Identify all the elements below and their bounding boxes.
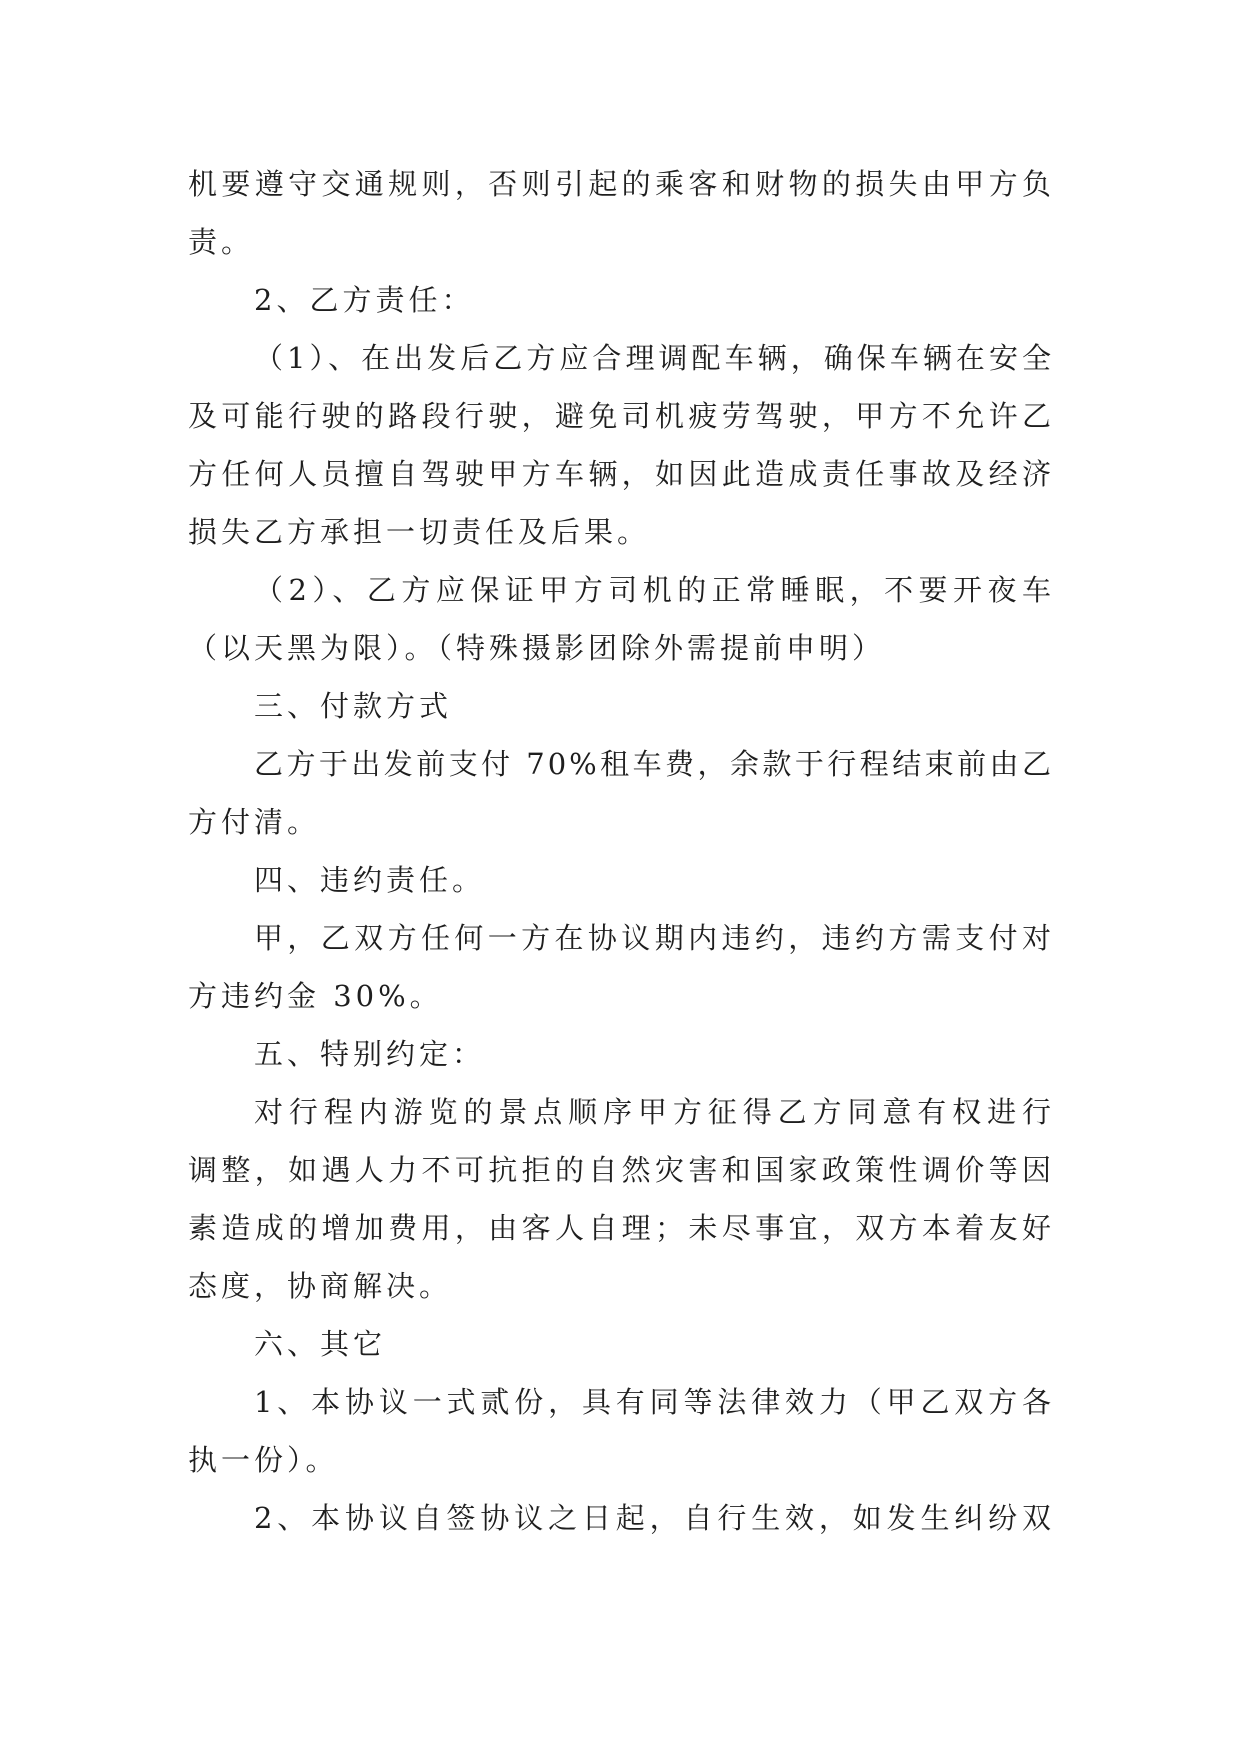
section-heading: 六、其它 xyxy=(254,1327,387,1361)
text-line: （2）、乙方应保证甲方司机的正常睡眠，不要开夜车 xyxy=(254,573,1054,607)
text-line: 素造成的增加费用，由客人自理；未尽事宜，双方本着友好 xyxy=(188,1211,1054,1245)
text-line: 1、本协议一式贰份，具有同等法律效力（甲乙双方各 xyxy=(254,1385,1054,1419)
section-heading: 四、违约责任。 xyxy=(254,863,486,897)
clause-heading: 2、乙方责任： xyxy=(254,283,475,317)
text-line: 责。 xyxy=(188,225,255,259)
text-line: 方付清。 xyxy=(188,805,321,839)
document-body xyxy=(188,155,1054,1547)
section-heading: 五、特别约定： xyxy=(254,1037,486,1071)
text-line: 对行程内游览的景点顺序甲方征得乙方同意有权进行 xyxy=(254,1095,1054,1129)
text-line: （1）、在出发后乙方应合理调配车辆，确保车辆在安全 xyxy=(254,341,1054,375)
text-line: 执一份）。 xyxy=(188,1443,339,1477)
text-line: 调整，如遇人力不可抗拒的自然灾害和国家政策性调价等因 xyxy=(188,1153,1054,1187)
text-line: 乙方于出发前支付 70%租车费，余款于行程结束前由乙 xyxy=(254,747,1054,781)
text-line: 机要遵守交通规则，否则引起的乘客和财物的损失由甲方负 xyxy=(188,167,1054,201)
text-line: 态度，协商解决。 xyxy=(188,1269,453,1303)
text-line: 方任何人员擅自驾驶甲方车辆，如因此造成责任事故及经济 xyxy=(188,457,1054,491)
text-line: 甲，乙双方任何一方在协议期内违约，违约方需支付对 xyxy=(254,921,1054,955)
text-line: 方违约金 30%。 xyxy=(188,979,443,1013)
text-line: 损失乙方承担一切责任及后果。 xyxy=(188,515,651,549)
section-heading: 三、付款方式 xyxy=(254,689,453,723)
text-line: 及可能行驶的路段行驶，避免司机疲劳驾驶，甲方不允许乙 xyxy=(188,399,1054,433)
text-line: （以天黑为限）。（特殊摄影团除外需提前申明） xyxy=(188,631,886,665)
text-line: 2、本协议自签协议之日起，自行生效，如发生纠纷双 xyxy=(254,1501,1054,1535)
